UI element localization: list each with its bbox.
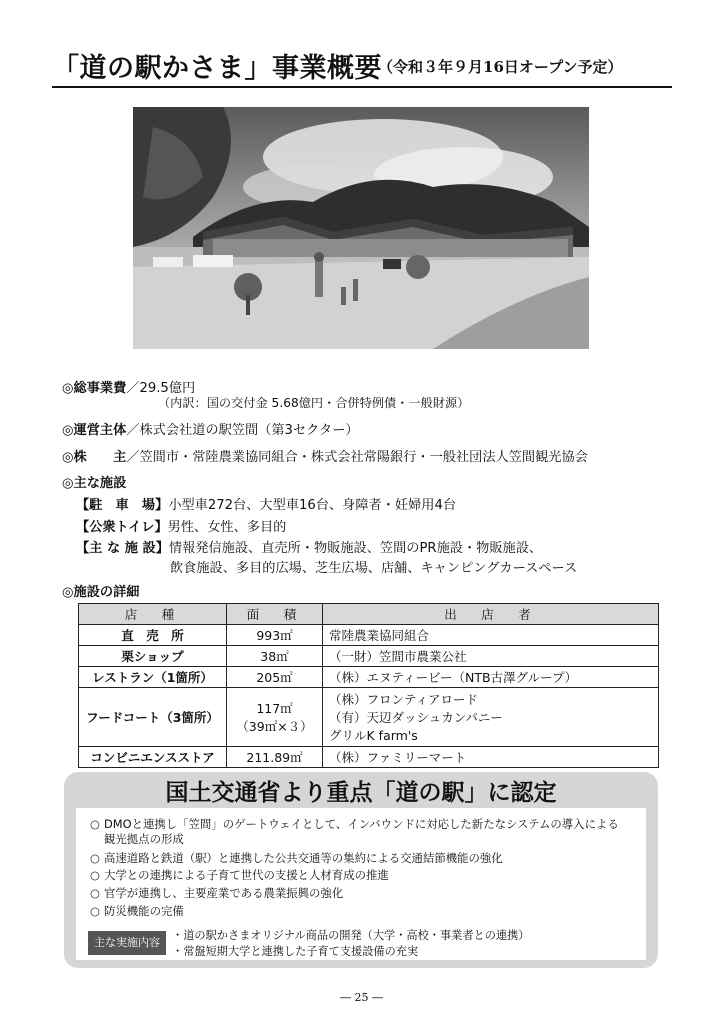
facility-detail-table xyxy=(78,603,659,768)
shop-tenant-line: （株）フロンティアロード xyxy=(329,692,479,707)
bullet-continuation: 観光拠点の形成 xyxy=(104,832,184,846)
station-photo-illustration xyxy=(133,107,589,349)
main-initiatives-tag: 主な実施内容 xyxy=(88,931,166,955)
bullet-mark: ○ xyxy=(90,851,100,865)
shop-area: 993㎡ xyxy=(227,625,323,646)
list-item xyxy=(90,885,343,901)
shop-area: 211.89㎡ xyxy=(227,747,323,768)
shop-tenant-line: グリルK farm's xyxy=(329,728,418,743)
shop-type: コンビニエンスストア xyxy=(79,747,227,768)
list-item xyxy=(90,867,389,883)
total-cost-heading: ◎総事業費 xyxy=(62,381,127,396)
bullet-text: 防災機能の完備 xyxy=(104,904,184,918)
table-row xyxy=(79,688,659,747)
bullet-text: 大学との連携による子育て世代の支援と人材育成の推進 xyxy=(104,868,389,882)
shop-area xyxy=(227,688,323,747)
initiative-item: ・常盤短期大学と連携した子育て支援設備の充実 xyxy=(172,945,419,958)
bullet-mark: ○ xyxy=(90,817,100,831)
facility-parking xyxy=(76,494,456,513)
bullet-mark: ○ xyxy=(90,904,100,918)
facility-main-label: 【主 な 施 設】 xyxy=(76,541,169,556)
page-title: 「道の駅かさま」事業概要 xyxy=(52,53,382,84)
list-item xyxy=(90,816,619,832)
title-divider xyxy=(52,86,672,88)
shop-area: 205㎡ xyxy=(227,667,323,688)
bullet-mark: ○ xyxy=(90,868,100,882)
shop-tenant: 常陸農業協同組合 xyxy=(323,625,659,646)
total-cost-value: 29.5億円 xyxy=(139,381,196,396)
column-header: 店 種 xyxy=(79,604,227,625)
facility-main-text: 情報発信施設、直売所・物販施設、笠間のPR施設・物販施設、 xyxy=(168,541,543,556)
shop-tenant: （株）ファミリーマート xyxy=(323,747,659,768)
table-row xyxy=(79,667,659,688)
shareholders-value: 笠間市・常陸農業協同組合・株式会社常陽銀行・一般社団法人笠間観光協会 xyxy=(139,450,588,465)
facility-parking-text: 小型車272台、大型車16台、身障者・妊婦用4台 xyxy=(168,498,457,513)
station-photo xyxy=(133,107,589,349)
bullet-text: DMOと連携し「笠間」のゲートウェイとして、インバウンドに対応した新たなシステムの導入による xyxy=(104,817,619,831)
facility-toilet xyxy=(76,516,286,535)
page-title-block xyxy=(52,44,672,84)
facilities-heading: ◎主な施設 xyxy=(62,476,127,491)
facility-parking-label: 【駐 車 場】 xyxy=(76,498,169,513)
table-header-row xyxy=(79,604,659,625)
shop-type: フードコート（3箇所） xyxy=(79,688,227,747)
shop-tenant: （一財）笠間市農業公社 xyxy=(323,646,659,667)
total-cost-breakdown: （内訳：国の交付金 5.68億円・合併特例債・一般財源） xyxy=(158,396,470,410)
details-heading: ◎施設の詳細 xyxy=(62,585,140,600)
column-header: 出 店 者 xyxy=(323,604,659,625)
total-cost-separator: ／ xyxy=(126,381,140,396)
table-row xyxy=(79,625,659,646)
bullet-mark: ○ xyxy=(90,886,100,900)
facility-main-continuation: 飲食施設、多目的広場、芝生広場、店舗、キャンピングカースペース xyxy=(170,561,578,576)
certification-title: 国土交通省より重点「道の駅」に認定 xyxy=(165,779,557,806)
operator-value: 株式会社道の駅笠間（第3セクター） xyxy=(139,423,359,438)
shop-tenant xyxy=(323,688,659,747)
facility-main xyxy=(76,537,542,556)
operator-separator: ／ xyxy=(126,423,140,438)
facility-toilet-text: 男性、女性、多目的 xyxy=(167,520,287,535)
shop-type: 直 売 所 xyxy=(79,625,227,646)
list-item xyxy=(90,903,184,919)
table-row xyxy=(79,747,659,768)
shareholders-heading: ◎株 主 xyxy=(62,450,127,465)
shop-area-total: 117㎡ xyxy=(256,701,293,716)
operator xyxy=(62,419,359,438)
shop-tenant-line: （有）天辺ダッシュカンパニー xyxy=(329,710,503,725)
bullet-text: 高速道路と鉄道（駅）と連携した公共交通等の集約による交通結節機能の強化 xyxy=(104,851,503,865)
shop-area: 38㎡ xyxy=(227,646,323,667)
facility-toilet-label: 【公衆トイレ】 xyxy=(76,520,168,535)
shop-area-breakdown: （39㎡×３） xyxy=(236,719,313,734)
shop-tenant: （株）エヌティービー（NTB古澤グループ） xyxy=(323,667,659,688)
shareholders xyxy=(62,446,588,465)
page-number: ― 25 ― xyxy=(340,991,383,1004)
column-header: 面 積 xyxy=(227,604,323,625)
shop-type: 栗ショップ xyxy=(79,646,227,667)
page-subtitle: （令和３年９月16日オープン予定） xyxy=(378,58,623,76)
shareholders-separator: ／ xyxy=(126,450,140,465)
operator-heading: ◎運営主体 xyxy=(62,423,127,438)
shop-type: レストラン（1箇所） xyxy=(79,667,227,688)
bullet-text: 官学が連携し、主要産業である農業振興の強化 xyxy=(104,886,344,900)
table-row xyxy=(79,646,659,667)
initiative-item: ・道の駅かさまオリジナル商品の開発（大学・高校・事業者との連携） xyxy=(172,929,530,942)
list-item xyxy=(90,850,503,866)
